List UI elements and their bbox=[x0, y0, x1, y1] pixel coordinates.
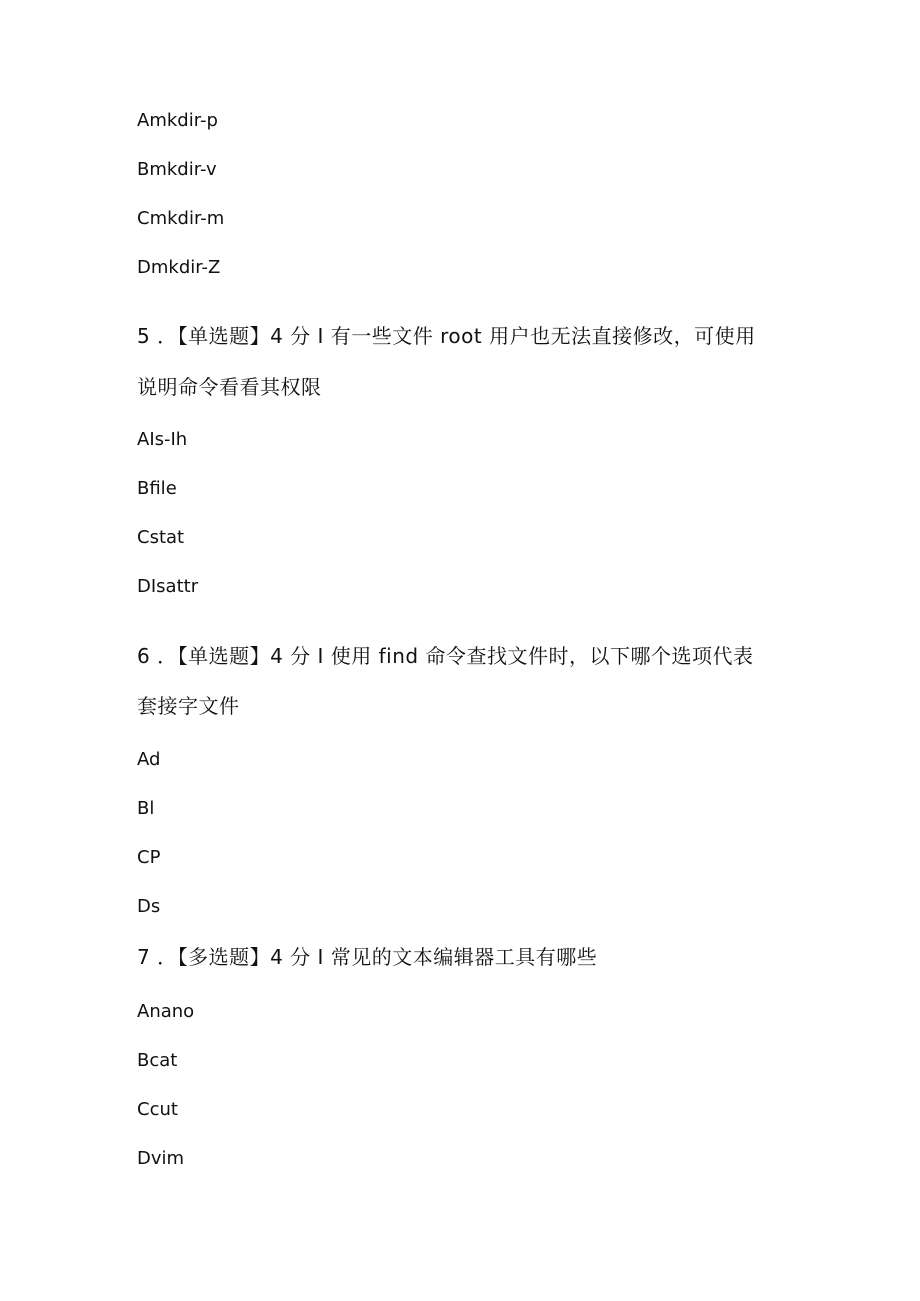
question-5-text-line2: 说明命令看看其权限 bbox=[137, 375, 322, 399]
question-6-option-a: Ad bbox=[137, 749, 161, 770]
option-d: Dmkdir-Z bbox=[137, 257, 221, 278]
question-7-option-c: Ccut bbox=[137, 1099, 178, 1120]
option-a: Amkdir-p bbox=[137, 110, 218, 131]
question-5-text-line1: 5 ．【单选题】4 分 I 有一些文件 root 用户也无法直接修改，可使用 bbox=[137, 324, 756, 348]
question-7-text-line1: 7 ．【多选题】4 分 I 常见的文本编辑器工具有哪些 bbox=[137, 945, 598, 969]
question-6-option-c: CP bbox=[137, 847, 161, 868]
question-7-option-a: Anano bbox=[137, 1001, 195, 1022]
question-6-text-line2: 套接字文件 bbox=[137, 694, 240, 718]
question-5-option-a: AIs-Ih bbox=[137, 429, 188, 450]
option-c: Cmkdir-m bbox=[137, 208, 225, 229]
question-7-option-d: Dvim bbox=[137, 1148, 185, 1169]
question-5-option-d: DIsattr bbox=[137, 576, 199, 597]
question-6-text-line1: 6 ．【单选题】4 分 I 使用 find 命令查找文件时，以下哪个选项代表 bbox=[137, 644, 754, 668]
question-5-option-b: Bfile bbox=[137, 478, 177, 499]
question-6-option-d: Ds bbox=[137, 896, 161, 917]
question-5-option-c: Cstat bbox=[137, 527, 185, 548]
question-6-option-b: Bl bbox=[137, 798, 155, 819]
option-b: Bmkdir-v bbox=[137, 159, 217, 180]
question-7-option-b: Bcat bbox=[137, 1050, 178, 1071]
